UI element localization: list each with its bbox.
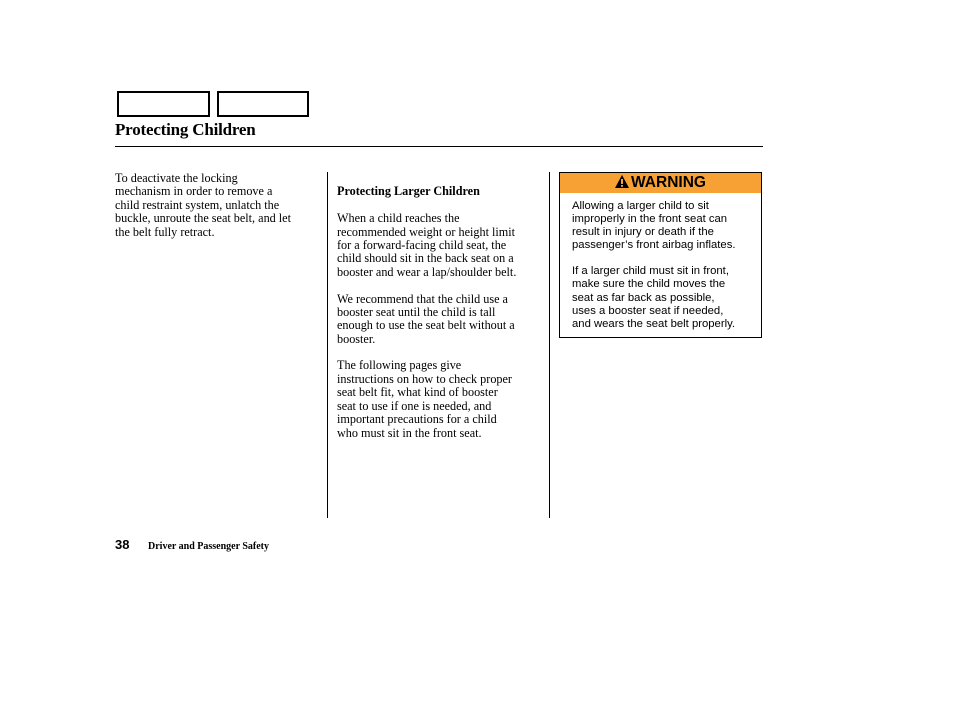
section-heading: Protecting Larger Children (337, 184, 480, 199)
warning-paragraph-1: Allowing a larger child to sit improperly in the front seat can result in injury or death if the passenger’s front airbag inflates. (572, 200, 736, 252)
page-title: Protecting Children (115, 120, 256, 139)
nav-box-left[interactable] (117, 91, 210, 117)
section-title: Driver and Passenger Safety (148, 541, 270, 552)
paragraph-1: When a child reaches the recommended weight or height limit for a forward-facing child seat, the child should sit in the back seat on a booster and wear a lap/shoulder belt. (337, 211, 517, 279)
title-rule (115, 146, 763, 147)
warning-label: WARNING (631, 174, 706, 191)
column-2 (337, 172, 547, 440)
column-divider-2 (549, 172, 550, 518)
warning-triangle-icon (615, 175, 629, 188)
column-divider-1 (327, 172, 328, 518)
column-1 (115, 172, 321, 239)
nav-box-right[interactable] (217, 91, 309, 117)
paragraph-2: We recommend that the child use a booster seat until the child is tall enough to use the seat belt without a booster. (337, 291, 515, 346)
warning-header (560, 173, 761, 193)
warning-paragraph-2: If a larger child must sit in front, make sure the child moves the seat as far back as possible, uses a booster seat if needed, and wears the seat belt properly. (572, 265, 736, 330)
warning-text (560, 193, 761, 331)
column-1-text: To deactivate the locking mechanism in order to remove a child restraint system, unlatch the buckle, unroute the seat belt, and let the belt fully retract. (115, 171, 291, 239)
warning-box (559, 172, 762, 338)
page-number: 38 (115, 537, 130, 552)
paragraph-3: The following pages give instructions on how to check proper seat belt fit, what kind of booster seat to use if one is needed, and important precautions for a child who must sit in the front seat. (337, 358, 512, 440)
